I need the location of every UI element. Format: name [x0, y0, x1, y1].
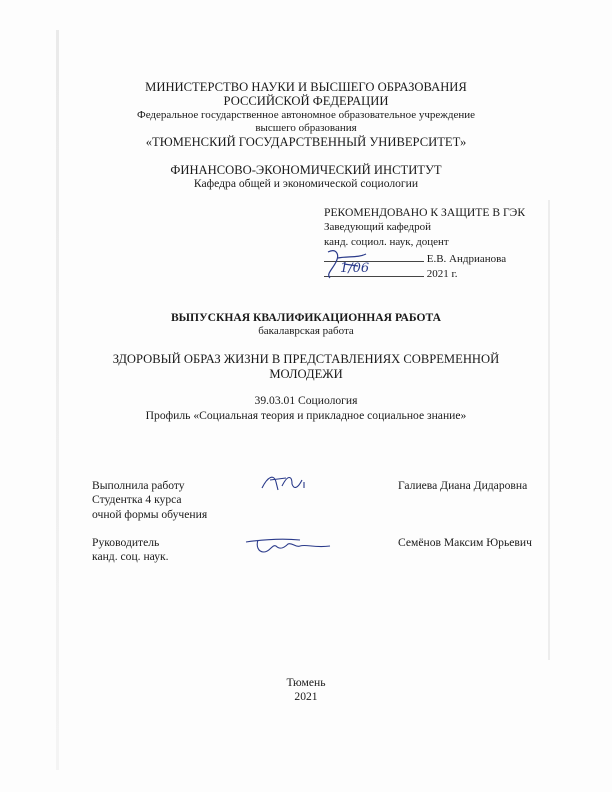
speciality-code: 39.03.01 Социология	[254, 394, 358, 407]
supervisor-name: Семёнов Максим Юрьевич	[398, 536, 532, 549]
supervisor-signature	[240, 532, 340, 562]
speciality-profile: Профиль «Социальная теория и прикладное социальное знание»	[145, 409, 467, 422]
student-label-3: очной формы обучения	[92, 508, 208, 521]
supervisor-label-2: канд. соц. наук.	[92, 550, 169, 563]
approval-year: 2021 г.	[426, 268, 458, 280]
approval-position: Заведующий кафедрой	[324, 221, 431, 233]
student-name: Галиева Диана Дидаровна	[398, 479, 528, 492]
work-subtype: бакалаврская работа	[258, 325, 354, 337]
ministry-line-1: МИНИСТЕРСТВО НАУКИ И ВЫСШЕГО ОБРАЗОВАНИЯ	[145, 80, 467, 94]
scan-shadow	[548, 200, 550, 660]
department-name: Кафедра общей и экономической социологии	[193, 177, 419, 190]
approval-date-handwritten: 1/06	[340, 261, 370, 276]
approval-degree: канд. социол. наук, доцент	[324, 236, 449, 248]
year: 2021	[294, 690, 318, 703]
institute-name: ФИНАНСОВО-ЭКОНОМИЧЕСКИЙ ИНСТИТУТ	[170, 163, 442, 177]
work-type: ВЫПУСКНАЯ КВАЛИФИКАЦИОННАЯ РАБОТА	[170, 311, 442, 324]
student-label-1: Выполнила работу	[92, 479, 185, 492]
approval-name: Е.В. Андрианова	[426, 253, 507, 265]
city: Тюмень	[286, 676, 326, 689]
university-name: «ТЮМЕНСКИЙ ГОСУДАРСТВЕННЫЙ УНИВЕРСИТЕТ»	[145, 135, 467, 149]
supervisor-label-1: Руководитель	[92, 536, 160, 549]
student-signature	[258, 468, 328, 498]
topic-line-1: ЗДОРОВЫЙ ОБРАЗ ЖИЗНИ В ПРЕДСТАВЛЕНИЯХ СОВРЕМЕННОЙ	[112, 352, 500, 366]
institution-line-1: Федеральное государственное автономное образовательное учреждение	[137, 109, 475, 121]
ministry-line-2: РОССИЙСКОЙ ФЕДЕРАЦИИ	[223, 94, 389, 108]
institution-line-2: высшего образования	[255, 122, 357, 134]
topic-line-2: МОЛОДЕЖИ	[269, 367, 343, 381]
student-label-2: Студентка 4 курса	[92, 493, 182, 506]
approval-title: РЕКОМЕНДОВАНО К ЗАЩИТЕ В ГЭК	[324, 206, 526, 219]
